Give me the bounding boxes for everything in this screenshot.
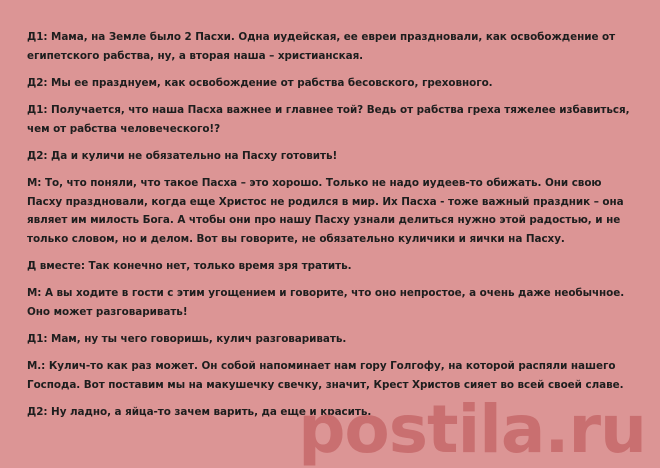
paragraph-1: Д1: Мама, на Земле было 2 Пасхи. Одна иудейская, ее евреи праздновали, как освобождение от египетского рабства, ну, а вторая наша – христианская. <box>27 31 616 62</box>
paragraph-4: Д2: Да и куличи не обязательно на Пасху готовить! <box>27 149 338 162</box>
postila-watermark: postila.ru <box>298 391 646 468</box>
paragraph-8: Д1: Мам, ну ты чего говоришь, кулич разговаривать. <box>27 333 347 346</box>
paragraph-5: М: То, что поняли, что такое Пасха – это хорошо. Только не надо иудеев-то обижать. Они свою Пасху праздновали, когда еще Христос не родился в мир. Их Пасха - тоже важный праздник – она являет им милость Бога. А чтобы они про нашу Пасху узнали делиться нужно этой радостью, и не только словом, но и делом. Вот вы говорите, не обязательно куличики и яички на Пасху. <box>27 177 624 245</box>
paragraph-3: Д1: Получается, что наша Пасха важнее и главнее той? Ведь от рабства греха тяжелее избавиться, чем от рабства человеческого!? <box>27 104 630 135</box>
paragraph-9: М.: Кулич-то как раз может. Он собой напоминает нам гору Голгофу, на которой распяли нашего Господа. Вот поставим мы на макушечку свечку, значит, Крест Христов сияет во всей своей славе. <box>27 360 624 391</box>
paragraph-6: Д вместе: Так конечно нет, только время зря тратить. <box>27 259 352 272</box>
paragraph-7: М: А вы ходите в гости с этим угощением и говорите, что оно непростое, а очень даже необычное. Оно может разговаривать! <box>27 287 625 318</box>
paragraph-10: Д2: Ну ладно, а яйца-то зачем варить, да еще и красить. <box>27 406 372 419</box>
dialogue-text <box>27 28 639 430</box>
paragraph-2: Д2: Мы ее празднуем, как освобождение от рабства бесовского, греховного. <box>27 76 493 89</box>
